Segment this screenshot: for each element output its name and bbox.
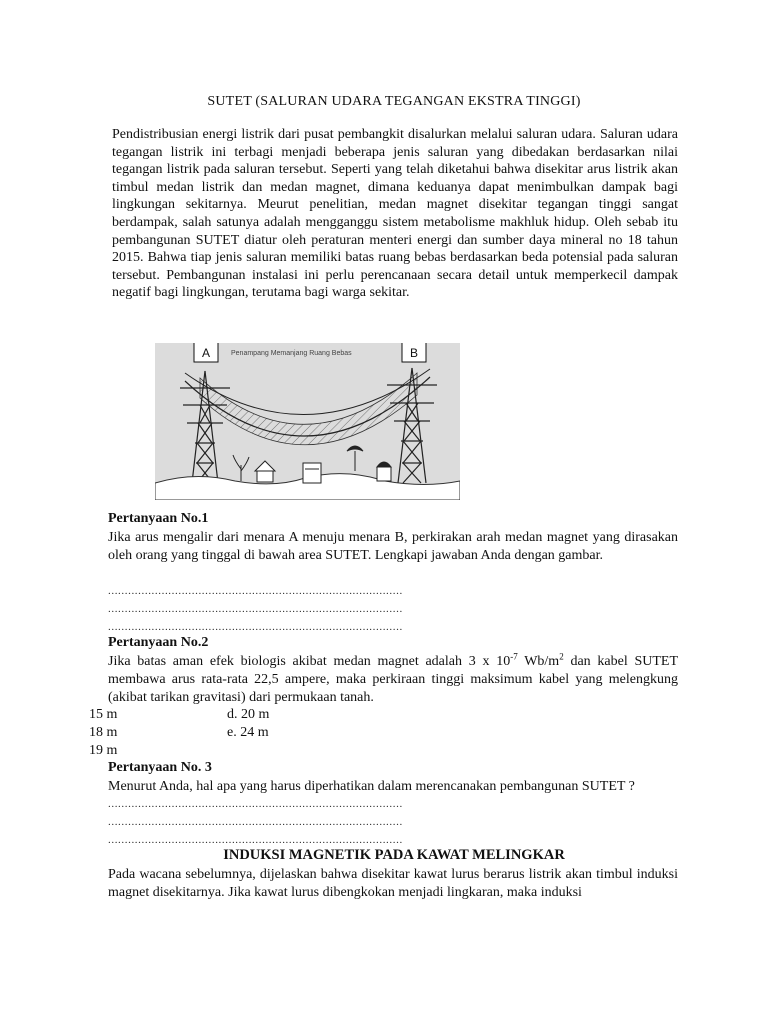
exponent-1: -7 [510, 651, 518, 662]
question-2-text [108, 653, 678, 706]
page-title: SUTET (SALURAN UDARA TEGANGAN EKSTRA TINGGI) [207, 94, 581, 109]
section-paragraph: Pada wacana sebelumnya, dijelaskan bahwa disekitar kawat lurus berarus listrik akan timbul induksi magnet disekitarnya. Jika kawat lurus dibengkokan menjadi lingkaran, maka induksi [108, 867, 678, 900]
answer-line[interactable]: ........................................................................................ [108, 816, 403, 828]
label-b: B [409, 346, 419, 360]
answer-line[interactable]: ........................................................................................ [108, 585, 403, 597]
answer-line[interactable]: ........................................................................................ [108, 621, 403, 633]
label-a: A [201, 346, 211, 360]
section-title: INDUKSI MAGNETIK PADA KAWAT MELINGKAR [223, 847, 565, 863]
label-a-box [194, 343, 218, 362]
mosque-icon [377, 462, 391, 481]
vehicle-icon [303, 463, 321, 483]
question-2-text-c: dan kabel SUTET membawa arus rata-rata 22,5 ampere, maka perkiraan tinggi maksimum kabel yang melengkung (akibat tarikan gravitasi) dari permukaan tanah. [108, 654, 678, 705]
label-b-box [402, 343, 426, 362]
exponent-2: 2 [559, 651, 564, 662]
option-c[interactable]: 19 m [89, 743, 118, 758]
question-2-heading: Pertanyaan No.2 [108, 635, 209, 650]
answer-line[interactable]: ........................................................................................ [108, 798, 403, 810]
answer-line[interactable]: ........................................................................................ [108, 603, 403, 615]
option-e[interactable]: e. 24 m [227, 725, 269, 740]
figure-caption: Penampang Memanjang Ruang Bebas [231, 350, 352, 357]
question-3-text: Menurut Anda, hal apa yang harus diperhatikan dalam merencanakan pembangunan SUTET ? [108, 779, 635, 794]
intro-paragraph: Pendistribusian energi listrik dari pusat pembangkit disalurkan melalui saluran udara. Saluran udara tegangan listrik ini terbagi menjadi beberapa jenis saluran yang dibedakan berdasarkan nilai tegangan listrik pada saluran tersebut. Seperti yang telah diketahui bahwa disekitar arus listrik akan timbul medan listrik dan medan magnet, dimana keduanya dapat menimbulkan dampak bagi lingkungan sekitarnya. Meurut penelitian, medan magnet disekitar tegangan tinggi sangat berdampak, salah satunya adalah mengganggu sistem metabolisme makhluk hidup. Oleh sebab itu pembangunan SUTET diatur oleh peraturan menteri energi dan sumber daya mineral no 18 tahun 2015. Bahwa tiap jenis saluran memiliki batas ruang bebas berdasarkan beda potensial pada saluran tersebut. Pembangunan instalasi ini perlu perencanaan secara detail untuk memperkecil dampak negatif bagi lingkungan, terutama bagi warga sekitar. [112, 127, 678, 301]
option-d[interactable]: d. 20 m [227, 707, 270, 722]
question-2-text-b: Wb/m [517, 654, 560, 669]
question-3-heading: Pertanyaan No. 3 [108, 760, 212, 775]
question-2-text-a: Jika batas aman efek biologis akibat medan magnet adalah 3 x 10 [108, 654, 511, 669]
question-1-text: Jika arus mengalir dari menara A menuju menara B, perkirakan arah medan magnet yang dirasakan oleh orang yang tinggal di bawah area SUTET. Lengkapi jawaban Anda dengan gambar. [108, 530, 678, 563]
answer-line[interactable]: ........................................................................................ [108, 834, 403, 846]
option-a[interactable]: 15 m [89, 707, 118, 722]
sutet-diagram [155, 343, 460, 500]
question-1-heading: Pertanyaan No.1 [108, 511, 209, 526]
option-b[interactable]: 18 m [89, 725, 118, 740]
